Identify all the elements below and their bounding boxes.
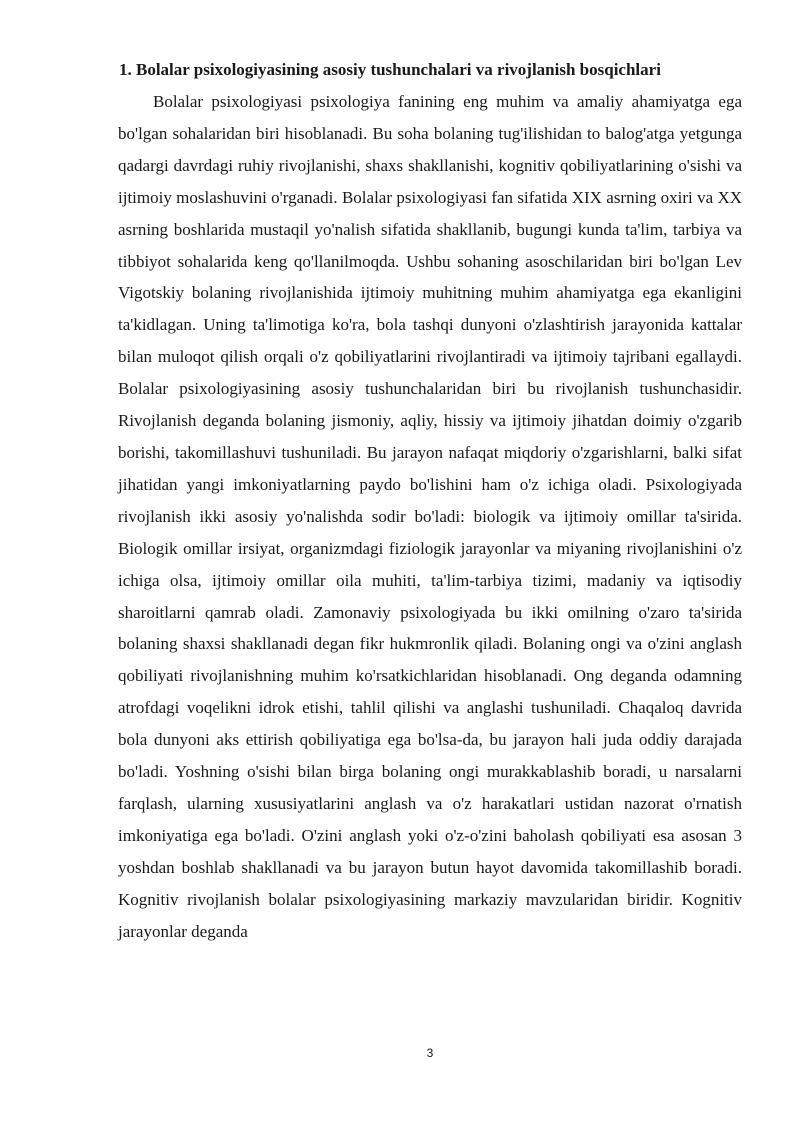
page-number: 3 — [426, 1046, 434, 1060]
section-heading: 1. Bolalar psixologiyasining asosiy tushunchalari va rivojlanish bosqichlari — [119, 60, 661, 79]
body-paragraph: Bolalar psixologiyasi psixologiya fanining eng muhim va amaliy ahamiyatga ega bo'lgan sohalaridan biri hisoblanadi. Bu soha bolaning tug'ilishidan to balog'atga yetgunga qadargi davrdagi ruhiy rivojlanishi, shaxs shakllanishi, kognitiv qobiliyatlarining o'sishi va ijtimoiy moslashuvini o'rganadi. Bolalar psixologiyasi fan sifatida XIX asrning oxiri va XX asrning boshlarida mustaqil yo'nalish sifatida shakllanib, bugungi kunda ta'lim, tarbiya va tibbiyot sohalarida keng qo'llanilmoqda. Ushbu sohaning asoschilaridan biri bo'lgan Lev Vigotskiy bolaning rivojlanishida ijtimoiy muhitning muhim ahamiyatga ega ekanligini ta'kidlagan. Uning ta'limotiga ko'ra, bola tashqi dunyoni o'zlashtirish jarayonida kattalar bilan muloqot qilish orqali o'z qobiliyatlarini rivojlantiradi va ijtimoiy tajribani egallaydi. Bolalar psixologiyasining asosiy tushunchalaridan biri bu rivojlanish tushunchasidir. Rivojlanish deganda bolaning jismoniy, aqliy, hissiy va ijtimoiy jihatdan doimiy o'zgarib borishi, takomillashuvi tushuniladi. Bu jarayon nafaqat miqdoriy o'zgarishlarni, balki sifat jihatidan yangi imkoniyatlarning paydo bo'lishini ham o'z ichiga oladi. Psixologiyada rivojlanish ikki asosiy yo'nalishda sodir bo'ladi: biologik va ijtimoiy omillar ta'sirida. Biologik omillar irsiyat, organizmdagi fiziologik jarayonlar va miyaning rivojlanishini o'z ichiga olsa, ijtimoiy omillar oila muhiti, ta'lim-tarbiya tizimi, madaniy va iqtisodiy sharoitlarni qamrab oladi. Zamonaviy psixologiyada bu ikki omilning o'zaro ta'sirida bolaning shaxsi shakllanadi degan fikr hukmronlik qiladi. Bolaning ongi va o'zini anglash qobiliyati rivojlanishning muhim ko'rsatkichlaridan hisoblanadi. Ong deganda odamning atrofdagi voqelikni idrok etishi, tahlil qilishi va anglashi tushuniladi. Chaqaloq davrida bola dunyoni aks ettirish qobiliyatiga ega bo'lsa-da, bu jarayon hali juda oddiy darajada bo'ladi. Yoshning o'sishi bilan birga bolaning ongi murakkablashib boradi, u narsalarni farqlash, ularning xususiyatlarini anglash va o'z harakatlari ustidan nazorat o'rnatish imkoniyatiga ega bo'ladi. O'zini anglash yoki o'z-o'zini baholash qobiliyati esa asosan 3 yoshdan boshlab shakllanadi va bu jarayon butun hayot davomida takomillashib boradi. Kognitiv rivojlanish bolalar psixologiyasining markaziy mavzularidan biridir. Kognitiv jarayonlar deganda — [118, 92, 742, 941]
